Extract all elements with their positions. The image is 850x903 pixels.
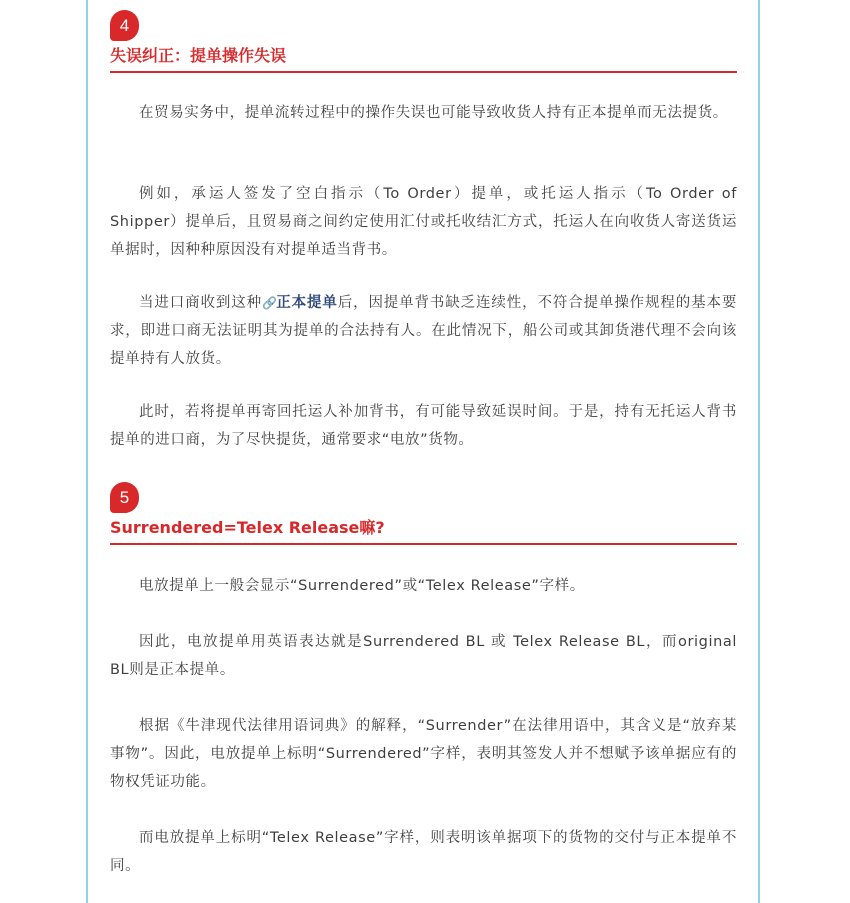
paragraph-text-after-link: 后，因提单背书缺乏连续性，不符合提单操作规程的基本要求，即进口商无法证明其为提单的合法持有人。在此情况下，船公司或其卸货港代理不会向该提单持有人放货。	[110, 295, 737, 367]
paragraph: 在贸易实务中，提单流转过程中的操作失误也可能导致收货人持有正本提单而无法提货。	[139, 105, 728, 121]
paragraph: 因此，电放提单用英语表达就是Surrendered BL 或 Telex Release BL，而original BL则是正本提单。	[110, 634, 737, 678]
paragraph: 根据《牛津现代法律用语词典》的解释，“Surrender”在法律用语中，其含义是“放弃某事物”。因此，电放提单上标明“Surrendered”字样，表明其签发人并不想赋予该单据应有的物权凭证功能。	[110, 718, 737, 790]
section-number-badge: 5	[110, 482, 139, 513]
paragraph: 例如，承运人签发了空白指示（To Order）提单，或托运人指示（To Order of Shipper）提单后，且贸易商之间约定使用汇付或托收结汇方式，托运人在向收货人寄送货运单据时，因种种原因没有对提单适当背书。	[110, 186, 737, 258]
paragraph-with-link	[110, 289, 737, 373]
section-title: Surrendered=Telex Release嘛?	[110, 517, 737, 545]
paragraph: 电放提单上一般会显示“Surrendered”或“Telex Release”字样。	[139, 578, 585, 594]
original-bl-link[interactable]: 正本提单	[275, 295, 338, 311]
paragraph: 此时，若将提单再寄回托运人补加背书，有可能导致延误时间。于是，持有无托运人背书提单的进口商，为了尽快提货，通常要求“电放”货物。	[110, 404, 737, 448]
link-icon[interactable]: 🔗	[261, 296, 278, 310]
section-header-5	[110, 482, 737, 545]
section-number-badge: 4	[110, 10, 139, 41]
paragraph-text-before-link: 当进口商收到这种	[139, 295, 262, 311]
paragraph: 而电放提单上标明“Telex Release”字样，则表明该单据项下的货物的交付与正本提单不同。	[110, 830, 737, 874]
section-title: 失误纠正：提单操作失误	[110, 45, 737, 73]
section-header-4	[110, 10, 737, 73]
